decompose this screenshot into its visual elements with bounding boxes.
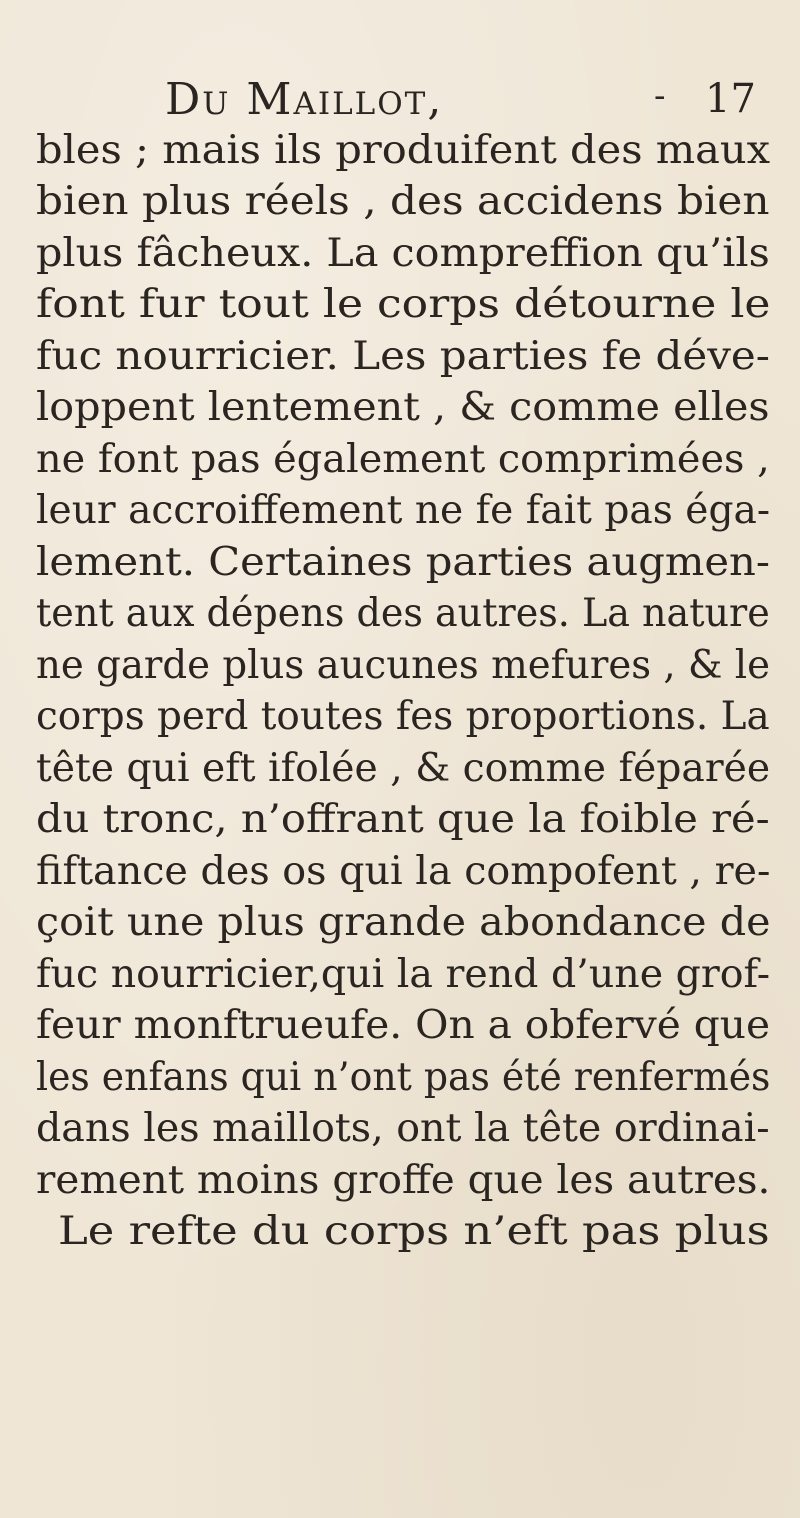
text-line-22: Le refte du corps n’eft pas plus: [58, 1209, 770, 1254]
text-line-10: tent aux dépens des autres. La nature: [36, 591, 770, 636]
running-title: Du Maillot,: [165, 74, 444, 125]
text-line-6: loppent lentement , & comme elles: [36, 385, 770, 430]
text-line-19: les enfans qui n’ont pas été renfermés: [36, 1055, 771, 1100]
text-line-12: corps perd toutes fes proportions. La: [36, 694, 770, 739]
text-line-5: fuc nourricier. Les parties fe déve-: [36, 334, 770, 379]
text-line-15: fiftance des os qui la compofent , re-: [36, 849, 771, 894]
text-line-1: bles ; mais ils produifent des maux: [36, 128, 771, 173]
text-line-13: tête qui eft ifolée , & comme féparée: [36, 746, 771, 791]
text-line-14: du tronc, n’offrant que la foible ré-: [36, 797, 770, 842]
header-dash: -: [654, 76, 666, 116]
text-line-9: lement. Certaines parties augmen-: [36, 540, 770, 585]
page-header: [0, 74, 800, 126]
text-line-20: dans les maillots, ont la tête ordinai-: [36, 1106, 770, 1151]
text-line-17: fuc nourricier,qui la rend d’une grof-: [36, 952, 771, 997]
page-number: 17: [705, 76, 756, 122]
text-line-3: plus fâcheux. La compreffion qu’ils: [36, 231, 770, 276]
text-line-7: ne font pas également comprimées ,: [36, 437, 770, 482]
text-line-4: font fur tout le corps détourne le: [36, 282, 771, 327]
text-line-11: ne garde plus aucunes mefures , & le: [36, 643, 771, 688]
text-line-21: rement moins groffe que les autres.: [36, 1158, 771, 1203]
text-line-18: feur monftrueufe. On a obfervé que: [36, 1003, 771, 1048]
text-line-16: çoit une plus grande abondance de: [36, 900, 771, 945]
text-line-2: bien plus réels , des accidens bien: [36, 179, 770, 224]
text-line-8: leur accroiffement ne fe fait pas éga-: [36, 488, 771, 533]
